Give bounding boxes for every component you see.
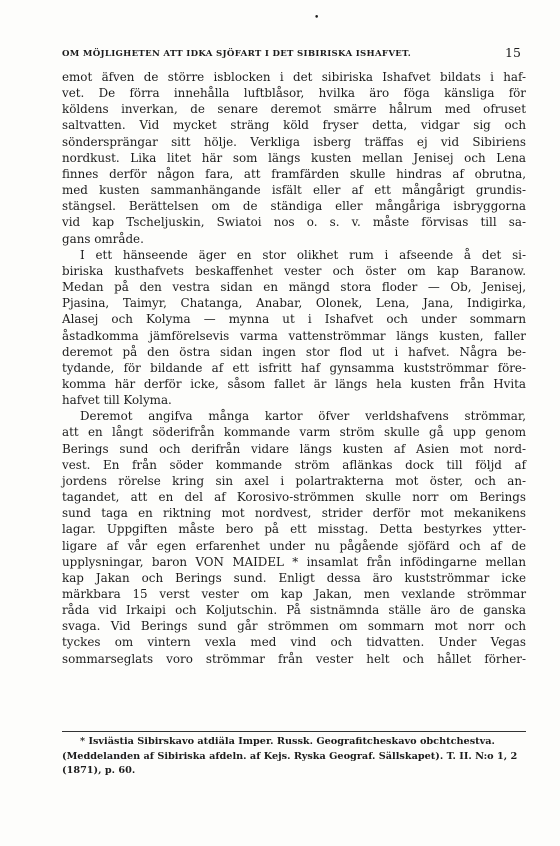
text-line: sommarseglats voro strömmar från vester helt och hållet förher- [62, 651, 526, 666]
text-line: vet. De förra innehålla luftblåsor, hvilka äro föga känsliga för [62, 86, 526, 101]
text-line: tydande, för bildande af ett isfritt haf gynsamma kustströmmar före- [62, 360, 526, 375]
text-line: med kusten sammanhängande isfält eller af ett mångårigt grundis- [62, 183, 526, 198]
text-line: lagar. Uppgiften måste bero på ett misstag. Detta bestyrkes ytter- [62, 522, 526, 537]
text-line: Pjasina, Taimyr, Chatanga, Anabar, Olonek, Lena, Jana, Indigirka, [62, 296, 526, 311]
page-mark: • [314, 13, 320, 23]
text-line: tyckes om vintern vexla med vind och tidvatten. Under Vegas [62, 635, 526, 650]
text-line: sund taga en riktning mot nordvest, strider derför mot mekanikens [62, 506, 526, 521]
text-line: Alasej och Kolyma — mynna ut i Ishafvet och under sommarn [62, 312, 526, 327]
text-line: vid kap Tscheljuskin, Swiatoi nos o. s. v. måste förvisas till sa- [62, 215, 526, 230]
text-line: emot äfven de större isblocken i det sibiriska Ishafvet bildats i haf- [62, 70, 526, 84]
text-line: stängsel. Berättelsen om de ständiga eller mångåriga isbryggorna [62, 199, 526, 214]
footnote-line: (Meddelanden af Sibiriska afdeln. af Kejs. Ryska Geograf. Sällskapet). T. II. N:o 1, 2 [62, 750, 518, 762]
text-line: deremot på den östra sidan ingen stor flod ut i hafvet. Några be- [62, 344, 526, 359]
text-line: att en långt söderifrån kommande varm ström skulle gå upp genom [62, 425, 526, 440]
text-line: saltvatten. Vid mycket sträng köld fryser detta, vidgar sig och [62, 118, 526, 133]
text-line: I ett hänseende äger en stor olikhet rum i afseende å det si- [80, 247, 526, 262]
text-line: Berings sund och derifrån vidare längs kusten af Asien mot nord- [62, 441, 526, 456]
text-line: söndersprängar sitt hölje. Verkliga isberg träffas ej vid Sibiriens [62, 134, 526, 149]
text-line: ligare af vår egen erfarenhet under nu pågående sjöfärd och af de [62, 538, 526, 553]
text-line: jordens rörelse kring sin axel i polartrakterna mot öster, och an- [62, 473, 526, 488]
page-number: 15 [505, 45, 521, 60]
text-line: upplysningar, baron VON MAIDEL * insamlat från infödingarne mellan [62, 554, 526, 569]
text-line: finnes derför någon fara, att framfärden skulle hindras af obrutna, [62, 166, 526, 181]
text-line: svaga. Vid Berings sund går strömmen om sommarn mot norr och [62, 619, 526, 634]
text-line: gans område. [62, 231, 144, 246]
footnote-line: (1871), p. 60. [62, 765, 136, 776]
text-line: hafvet till Kolyma. [62, 393, 172, 408]
text-line: Deremot angifva många kartor öfver verldshafvens strömmar, [80, 409, 526, 424]
footnote-rule [62, 731, 526, 732]
text-line: köldens inverkan, de senare deremot smärre hålrum med ofruset [62, 102, 526, 117]
running-header: OM MÖJLIGHETEN ATT IDKA SJÖFART I DET SIBIRISKA ISHAFVET. [62, 49, 412, 59]
text-line: åstadkomma jämförelsevis varma vattenströmmar längs kusten, faller [62, 328, 526, 343]
text-line: kap Jakan och Berings sund. Enligt dessa äro kustströmmar icke [62, 570, 526, 585]
text-line: vest. En från söder kommande ström aflänkas dock till följd af [62, 457, 526, 472]
body-text [62, 69, 526, 667]
text-line: tagandet, att en del af Korosivo-strömmen skulle norr om Berings [62, 490, 526, 505]
footnote [62, 735, 526, 779]
text-line: märkbara 15 verst vester om kap Jakan, men vexlande strömmar [62, 587, 526, 601]
text-line: biriska kusthafvets beskaffenhet vester och öster om kap Baranow. [62, 263, 526, 278]
text-line: Medan på den vestra sidan en mängd stora floder — Ob, Jenisej, [62, 280, 526, 295]
text-line: råda vid Irkaipi och Koljutschin. På sistnämnda ställe äro de ganska [62, 603, 526, 618]
text-line: nordkust. Lika litet här som längs kusten mellan Jenisej och Lena [62, 150, 526, 165]
text-line: komma här derför icke, såsom fallet är längs hela kusten från Hvita [62, 376, 526, 391]
footnote-line: * Isviästia Sibirskavo atdiäla Imper. Russk. Geografitcheskavo obchtchestva. [80, 736, 495, 747]
